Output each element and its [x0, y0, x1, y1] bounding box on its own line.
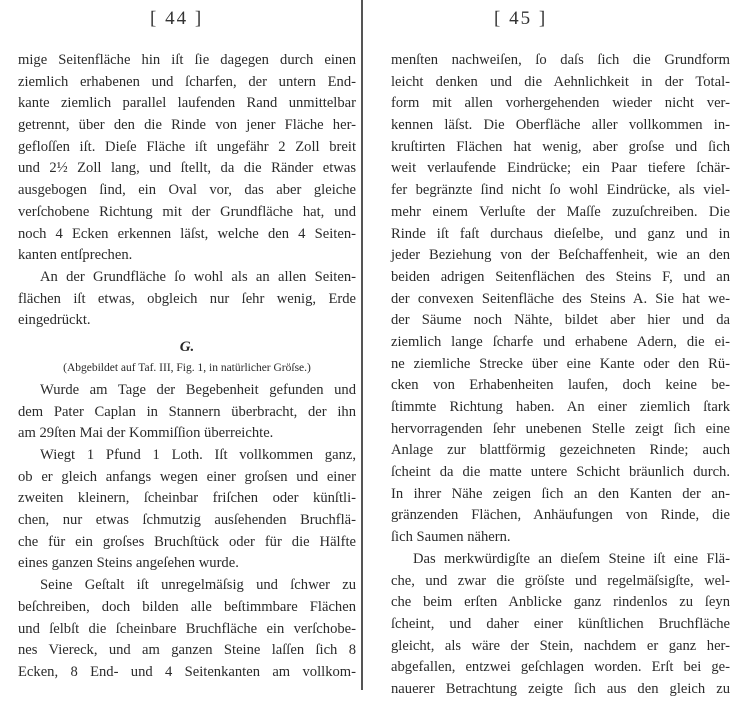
text-line: Rinde iſt faſt durchaus dieſelbe, und ganz und in [391, 225, 730, 242]
page-text [18, 50, 356, 684]
text-line: verſchobene Richtung mit der Grundfläche hat, und [18, 203, 356, 220]
text-line: kennen läſst. Die Oberfläche aller vollkommen in- [391, 117, 730, 134]
paragraph [391, 50, 730, 549]
paragraph [18, 50, 356, 267]
text-line: nauerer Betrachtung zeigte ſich aus den gleich zu [391, 680, 730, 697]
text-line: kanten entſprechen. [18, 247, 133, 264]
text-line: ſcheint, und daher einer künſtlichen Bruchfläche [391, 615, 730, 632]
text-line: che beim erſten Anblicke ganz rindenlos zu ſeyn [391, 594, 730, 611]
text-line: getrennt, über den die Rinde von jener Fläche her- [18, 117, 356, 134]
text-line: jeder Beziehung von der Beſchaffenheit, wie an den [391, 247, 730, 264]
text-line: gefloſſen iſt. Dieſe Fläche iſt ungefähr 2 Zoll breit [18, 138, 356, 155]
text-line: hervorragenden ſehr unebenen Stelle zeigt ſich eine [391, 420, 730, 437]
text-line: abgefallen, entzwei geſchlagen worden. Erſt bei ge- [391, 659, 730, 676]
text-line: beiden adrigen Seitenflächen des Steins F, und an [391, 268, 730, 285]
text-line: nes Viereck, und am ganzen Steine laſſen ſich 8 [18, 642, 356, 659]
left-page [0, 0, 362, 690]
text-line: ziemlich erhabenen und ſcharfen, der untern End- [18, 73, 356, 90]
text-line: Wiegt 1 Pfund 1 Loth. Iſt vollkommen ganz, [40, 447, 356, 463]
text-line: noch 4 Ecken erkennen läſst, welche den 4 Seiten- [18, 225, 356, 242]
right-page [364, 0, 750, 697]
text-line: In ihrer Nähe zeigen ſich an den Kanten der an- [391, 485, 730, 502]
text-line: che, und zwar die gröſste und regelmäſsigſte, wel- [391, 572, 730, 589]
text-line: form mit allen vorhergehenden wieder nicht ver- [391, 95, 730, 112]
text-line: An der Grundfläche ſo wohl als an allen Seiten- [40, 268, 356, 285]
text-line: leicht denken und die Aehnlichkeit in der Total- [391, 73, 730, 90]
paragraph [18, 445, 356, 575]
text-line: und 2½ Zoll lang, und ſtellt, da die Ränder etwas [18, 160, 356, 177]
text-line: mehr einem Verluſte der Maſſe zuzuſchreiben. Die [391, 203, 730, 220]
text-line: dem Pater Caplan in Stannern überbracht, der ihn [18, 403, 356, 420]
text-line: mige Seitenfläche hin iſt ſie dagegen durch einen [18, 52, 356, 68]
text-line: fer begränzte ſind nicht ſo wohl Eindrücke, als viel- [391, 182, 730, 199]
text-line: Ecken, 8 End- und 4 Seitenkanten am vollkom- [18, 663, 356, 680]
text-line: weit verlaufende Eindrücke; ein Paar tiefere ſchär- [391, 160, 730, 177]
text-line: gleicht, als wäre der Stein, nachdem er ganz her- [391, 637, 730, 654]
text-line: menſten nachweiſen, ſo daſs ſich die Grundform [391, 52, 730, 68]
text-line: ziemlich lange ſcharfe und erhabene Adern, die ei- [391, 333, 730, 350]
text-line: Wurde am Tage der Begebenheit gefunden und [40, 381, 356, 398]
text-line: cken von Erhabenheiten laufen, doch keine be- [391, 377, 730, 394]
text-line: zweiten kleinern, ſcheinbar friſchen oder künſtli- [18, 490, 356, 507]
paragraph [391, 549, 730, 701]
text-line: eines ganzen Steins angeſehen wurde. [18, 555, 239, 572]
text-line: gränzenden Flächen, Anhäufungen von Rinde, die [391, 507, 730, 524]
page-text [391, 50, 730, 701]
section-heading: G. [179, 338, 195, 355]
page-number: [ 45 ] [494, 8, 548, 29]
text-line: flächen iſt etwas, obgleich nur ſehr wenig, Erde [18, 290, 356, 307]
text-line: che für ein groſses Bruchſtück oder für die Hälfte [18, 533, 356, 550]
paragraph [18, 575, 356, 683]
page-number: [ 44 ] [150, 8, 204, 29]
text-line: kante ziemlich parallel laufenden Rand unmittelbar [18, 95, 356, 112]
text-line: chen, nur etwas ſchmutzig ausſehenden Bruchflä- [18, 512, 356, 529]
text-line: ſich Saumen nähern. [391, 529, 511, 546]
text-line: kruſtirten Flächen hat wenig, aber groſse und ſich [391, 138, 730, 155]
paragraph [18, 267, 356, 332]
text-line: Das merkwürdigſte an dieſem Steine iſt eine Flä- [413, 550, 730, 567]
text-line: und ſelbſt die ſcheinbare Bruchfläche ein verſchobe- [18, 620, 356, 637]
text-line: ſcheint da die matte untere Schicht bräunlich durch. [391, 464, 730, 481]
paragraph [18, 380, 356, 445]
text-line: beſchreiben, doch bilden alle beſtimmbare Flächen [18, 598, 356, 615]
page-gutter-divider [361, 0, 363, 690]
text-line: ſtimmte Richtung haben. An einer ziemlich ſtark [391, 399, 730, 415]
text-line: der Säume noch Nähte, bildet aber hier und da [391, 312, 730, 329]
text-line: ob er gleich anfangs wegen einer groſsen und einer [18, 468, 356, 485]
text-line: eingedrückt. [18, 312, 91, 329]
text-line: Seine Geſtalt iſt unregelmäſsig und ſchwer zu [40, 577, 356, 594]
figure-caption: (Abgebildet auf Taf. III, Fig. 1, in natürlicher Gröſse.) [63, 361, 311, 374]
text-line: Anlage zur blattförmig gezeichneten Rinde; auch [391, 442, 730, 459]
text-line: am 29ſten Mai der Kommiſſion überreichte. [18, 425, 274, 442]
text-line: der convexen Seitenfläche des Steins A. Sie hat we- [391, 290, 730, 307]
text-line: ausgebogen ſind, ein Oval vor, das aber gleiche [18, 182, 356, 199]
text-line: ne ziemliche Strecke über eine Kante oder den Rü- [391, 355, 730, 372]
